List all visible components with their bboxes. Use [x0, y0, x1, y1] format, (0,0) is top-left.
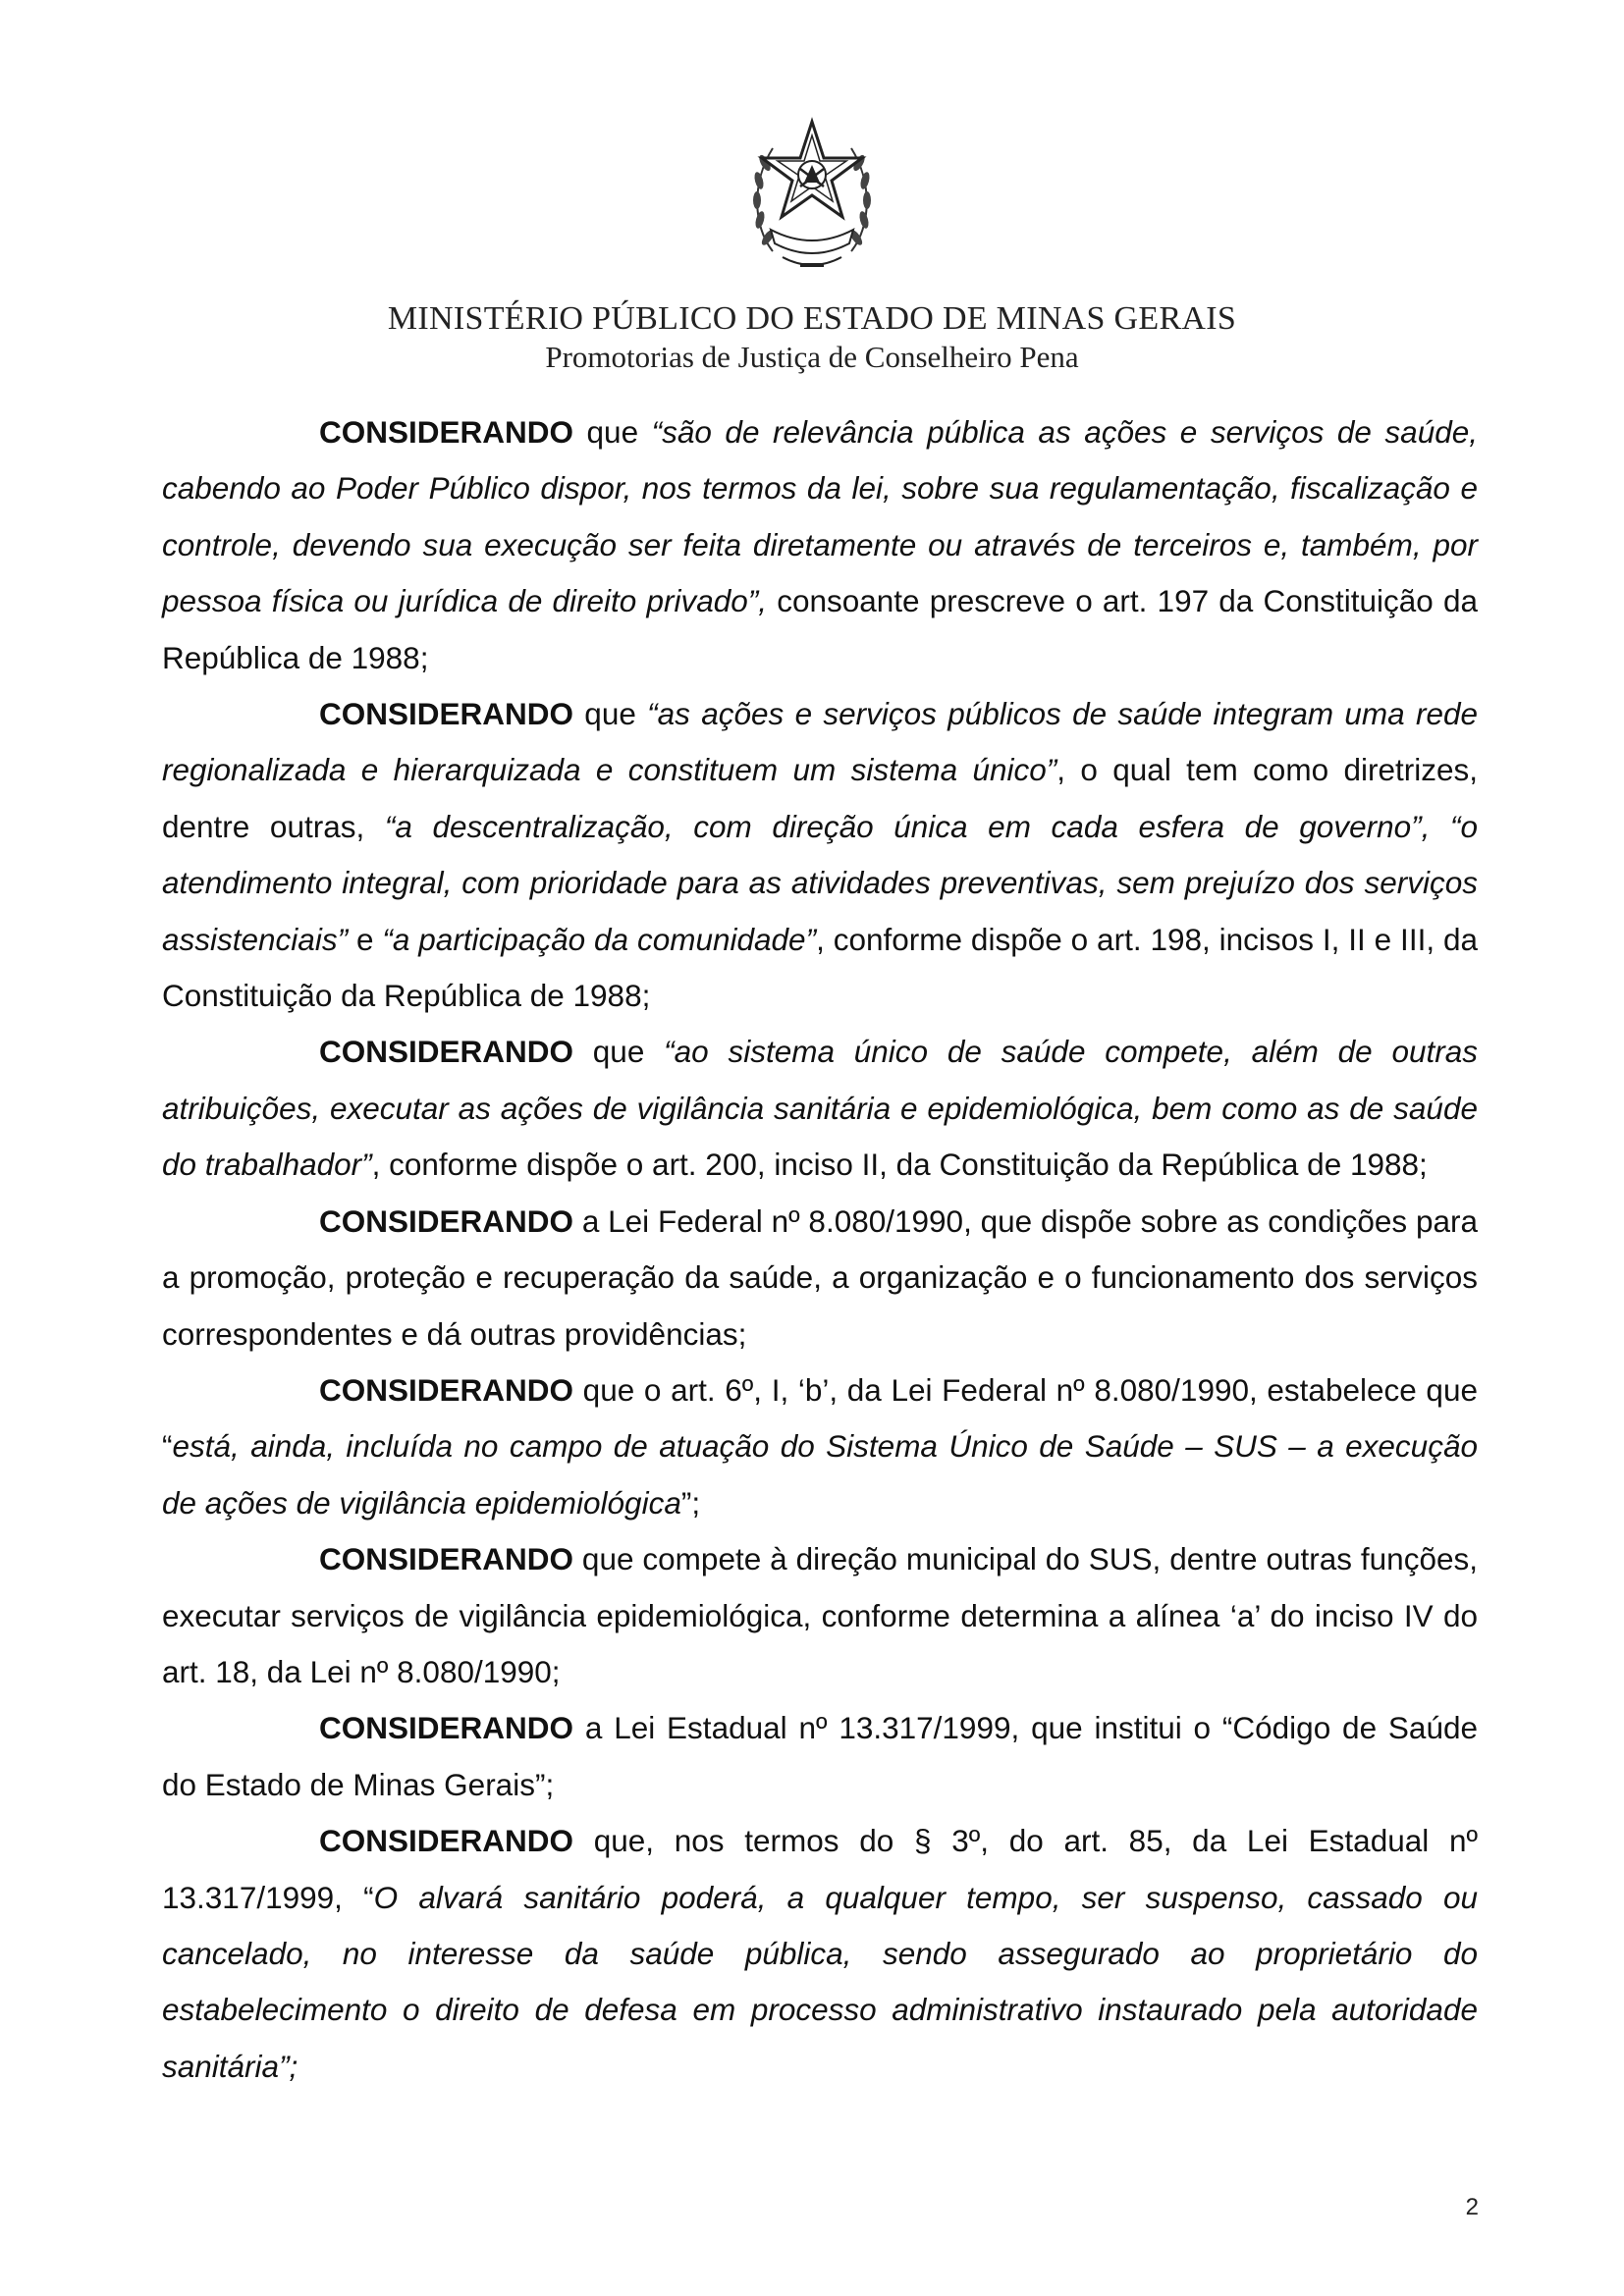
- paragraph-text: ”;: [680, 1484, 701, 1521]
- paragraph-text: que compete à direção municipal do SUS, dentre outras funções, executar serviços de vigilância epidemiológica, conforme determina a alínea ‘a’ do inciso IV do art. 18, da Lei nº 8.080/1990;: [162, 1541, 1478, 1689]
- quoted-text: O alvará sanitário poderá, a qualquer tempo, ser suspenso, cassado ou cancelado, no interesse da saúde pública, sendo assegurado ao proprietário do estabelecimento o direito de defesa em processo administrativo instaurado pela autoridade sanitária”;: [162, 1879, 1478, 2084]
- page-number: 2: [1465, 2194, 1479, 2220]
- considerando-paragraph: [162, 686, 1478, 1024]
- paragraph-text: a Lei Federal nº 8.080/1990, que dispõe sobre as condições para a promoção, proteção e recuperação da saúde, a organização e o funcionamento dos serviços correspondentes e dá outras providências;: [162, 1202, 1478, 1352]
- paragraph-text: que, nos termos do § 3º, do art. 85, da Lei Estadual nº 13.317/1999, “: [162, 1823, 1478, 1915]
- considerando-keyword: CONSIDERANDO: [319, 1202, 574, 1239]
- paragraph-text: , o qual tem como diretrizes, dentre outras,: [162, 752, 1478, 844]
- considerando-paragraph: [162, 1813, 1478, 2095]
- considerando-keyword: CONSIDERANDO: [319, 1541, 574, 1577]
- considerando-paragraph: [162, 1700, 1478, 1813]
- considerando-paragraph: [162, 404, 1478, 686]
- paragraph-text: , conforme dispõe o art. 198, incisos I, II e III, da Constituição da República de 1988;: [162, 921, 1479, 1014]
- quoted-text: “a descentralização, com direção única em cada esfera de governo”, “o atendimento integral, com prioridade para as atividades preventivas, sem prejuízo dos serviços assistenciais”: [162, 808, 1478, 957]
- minas-gerais-coat-of-arms-icon: [743, 114, 881, 281]
- considerando-paragraph: [162, 1531, 1478, 1700]
- considerando-keyword: CONSIDERANDO: [319, 696, 574, 732]
- document-body: [162, 404, 1478, 2095]
- considerando-keyword: CONSIDERANDO: [319, 1823, 574, 1859]
- considerando-paragraph: [162, 1362, 1478, 1531]
- considerando-paragraph: [162, 1024, 1478, 1193]
- paragraph-text: que: [573, 1034, 665, 1070]
- quoted-text: “ao sistema único de saúde compete, além de outras atribuições, executar as ações de vigilância sanitária e epidemiológica, bem como as de saúde do trabalhador”: [162, 1034, 1479, 1183]
- institution-subtitle: Promotorias de Justiça de Conselheiro Pena: [545, 340, 1079, 374]
- paragraph-text: que: [573, 696, 648, 732]
- quoted-text: “a participação da comunidade”: [382, 921, 817, 957]
- paragraph-text: , conforme dispõe o art. 200, inciso II, da Constituição da República de 1988;: [371, 1147, 1428, 1183]
- considerando-paragraph: [162, 1194, 1478, 1362]
- paragraph-text: e: [348, 921, 383, 957]
- considerando-keyword: CONSIDERANDO: [319, 1034, 574, 1070]
- paragraph-text: a Lei Estadual nº 13.317/1999, que institui o “Código de Saúde do Estado de Minas Gerais”;: [162, 1710, 1478, 1802]
- paragraph-text: que o art. 6º, I, ‘b’, da Lei Federal nº 8.080/1990, estabelece que “: [162, 1371, 1478, 1465]
- considerando-keyword: CONSIDERANDO: [319, 414, 574, 450]
- paragraph-text: consoante prescreve o art. 197 da Constituição da República de 1988;: [162, 583, 1479, 675]
- quoted-text: “as ações e serviços públicos de saúde integram uma rede regionalizada e hierarquizada e constituem um sistema único”: [162, 696, 1479, 788]
- considerando-keyword: CONSIDERANDO: [319, 1371, 574, 1408]
- considerando-keyword: CONSIDERANDO: [319, 1710, 574, 1746]
- institution-title: MINISTÉRIO PÚBLICO DO ESTADO DE MINAS GERAIS: [387, 300, 1237, 337]
- quoted-text: está, ainda, incluída no campo de atuação do Sistema Único de Saúde – SUS – a execução de ações de vigilância epidemiológica: [162, 1428, 1478, 1521]
- quoted-text: “são de relevância pública as ações e serviços de saúde, cabendo ao Poder Público dispor, nos termos da lei, sobre sua regulamentação, fiscalização e controle, devendo sua execução ser feita diretamente ou através de terceiros e, também, por pessoa física ou jurídica de direito privado”,: [162, 414, 1479, 619]
- paragraph-text: que: [573, 414, 652, 450]
